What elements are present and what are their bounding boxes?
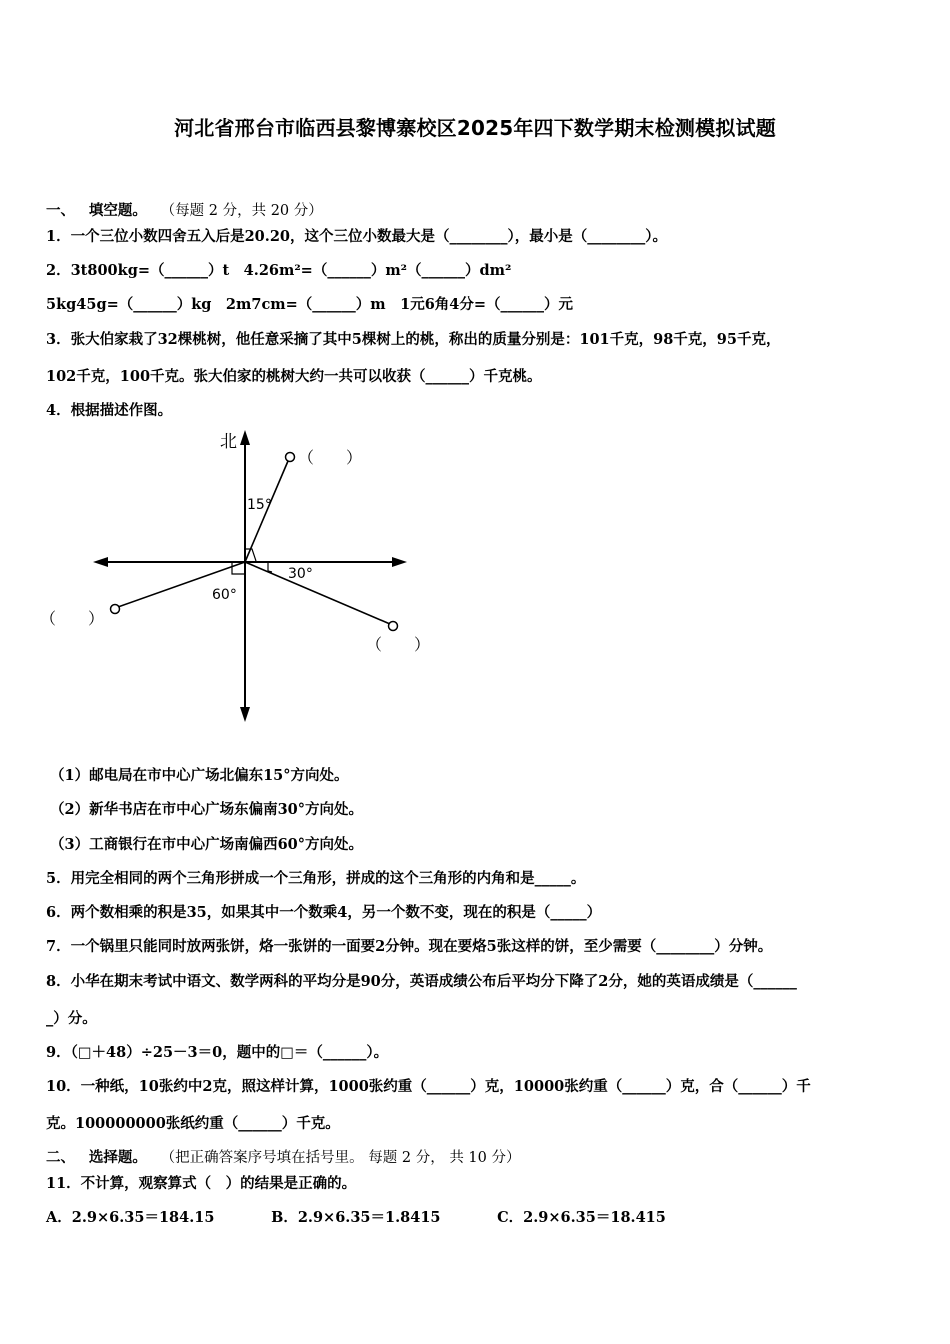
east-arrow-head bbox=[392, 557, 407, 567]
question-11: 11．不计算，观察算式（ ）的结果是正确的。 bbox=[46, 1175, 357, 1192]
question-4-item-2: （2）新华书店在市中心广场东偏南30°方向处。 bbox=[50, 801, 364, 818]
question-10-line-1: 10．一种纸，10张约中2克，照这样计算，1000张约重（______）克，10000张约重（______）克，合（______）千 bbox=[46, 1078, 811, 1095]
question-4-item-1: （1）邮电局在市中心广场北偏东15°方向处。 bbox=[50, 767, 349, 784]
question-3-line-2: 102千克，100千克。张大伯家的桃树大约一共可以收获（______）千克桃。 bbox=[46, 368, 542, 385]
bank-point bbox=[111, 605, 120, 614]
page-title: 河北省邢台市临西县黎博寨校区2025年四下数学期末检测模拟试题 bbox=[174, 116, 776, 140]
section-number: 一、 bbox=[46, 202, 75, 219]
question-4: 4．根据描述作图。 bbox=[46, 402, 173, 419]
question-10-line-2: 克。100000000张纸约重（______）千克。 bbox=[46, 1115, 340, 1132]
bookstore-point bbox=[389, 622, 398, 631]
west-arrow-head bbox=[93, 557, 108, 567]
post-office-point bbox=[286, 453, 295, 462]
question-6: 6．两个数相乘的积是35，如果其中一个数乘4，另一个数不变，现在的积是（_____） bbox=[46, 904, 602, 921]
blank-south-west: （ ） bbox=[40, 609, 105, 628]
angle-60-label: 60° bbox=[212, 587, 237, 603]
angle-30-label: 30° bbox=[288, 566, 313, 582]
north-arrow-head bbox=[240, 430, 250, 445]
question-4-item-3: （3）工商银行在市中心广场南偏西60°方向处。 bbox=[50, 836, 364, 853]
question-8-line-2: _）分。 bbox=[46, 1010, 97, 1027]
question-5: 5．用完全相同的两个三角形拼成一个三角形，拼成的这个三角形的内角和是_____。 bbox=[46, 870, 586, 887]
question-2-line-2: 5kg45g=（______）kg 2m7cm=（______）m 1元6角4分=（______）元 bbox=[46, 296, 574, 313]
question-9: 9．（□＋48）÷25－3＝0，题中的□＝（______）。 bbox=[46, 1044, 389, 1061]
angle-15-label: 15° bbox=[247, 497, 272, 513]
ray-east-south bbox=[245, 562, 390, 624]
option-b: B．2.9×6.35＝1.8415 bbox=[271, 1209, 441, 1226]
question-11-options bbox=[46, 1208, 926, 1228]
question-2-line-1: 2．3t800kg=（______）t 4.26m²=（______）m²（______）dm² bbox=[46, 262, 512, 279]
blank-east-south: （ ） bbox=[366, 635, 431, 654]
north-label: 北 bbox=[220, 432, 237, 452]
section-name: 选择题。 bbox=[88, 1149, 147, 1166]
option-c: C．2.9×6.35＝18.415 bbox=[497, 1209, 666, 1226]
section-number: 二、 bbox=[46, 1149, 75, 1166]
section-note: （把正确答案序号填在括号里。 每题 2 分， 共 10 分） bbox=[160, 1150, 521, 1166]
option-a: A．2.9×6.35＝184.15 bbox=[46, 1209, 215, 1226]
section-header-fill-blank bbox=[46, 201, 926, 221]
question-8-line-1: 8．小华在期末考试中语文、数学两科的平均分是90分，英语成绩公布后平均分下降了2分，她的英语成绩是（______ bbox=[46, 973, 797, 990]
section-header-choice bbox=[46, 1148, 926, 1168]
section-name: 填空题。 bbox=[88, 202, 147, 219]
direction-diagram bbox=[40, 425, 440, 735]
south-arrow-head bbox=[240, 707, 250, 722]
question-1: 1．一个三位小数四舍五入后是20.20，这个三位小数最大是（________），最小是（________）。 bbox=[46, 228, 667, 245]
question-7: 7．一个锅里只能同时放两张饼，烙一张饼的一面要2分钟。现在要烙5张这样的饼，至少需要（________）分钟。 bbox=[46, 938, 773, 955]
angle-30-marker bbox=[268, 562, 272, 572]
question-3-line-1: 3．张大伯家栽了32棵桃树，他任意采摘了其中5棵树上的桃，称出的质量分别是：101千克，98千克，95千克， bbox=[46, 331, 781, 348]
section-note: （每题 2 分，共 20 分） bbox=[160, 203, 323, 219]
blank-north-east: （ ） bbox=[298, 448, 363, 467]
